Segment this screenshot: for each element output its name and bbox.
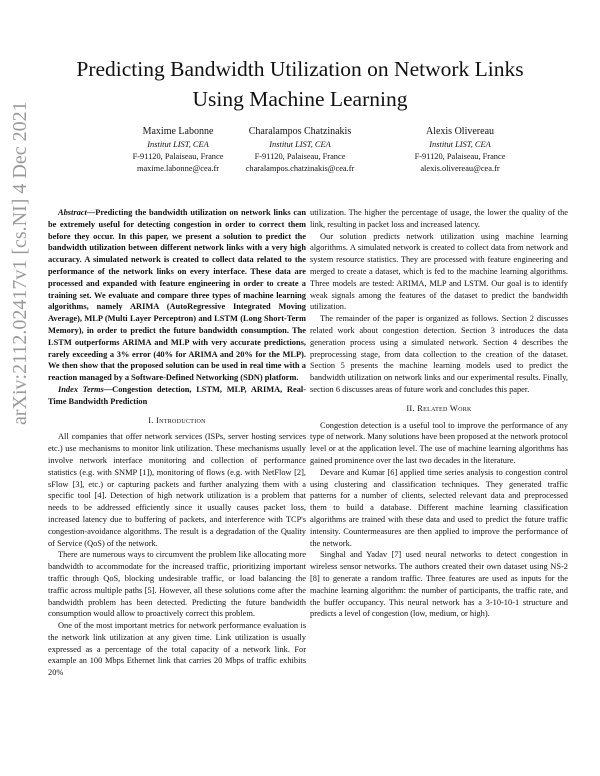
abstract-label: Abstract: [58, 208, 87, 217]
paragraph: Devare and Kumar [6] applied time series analysis to congestion control using clustering and classification techniques. They generated traffic patterns for a number of clients, selected relevant data and preprocessed them to build a database. Different machine learning classification algorithms are trained with these data and used to predict the future traffic intensity. Countermeasures are then applied to improve the performance of the network.: [310, 467, 568, 548]
author-block: [118, 124, 238, 175]
author-email: charalampos.chatzinakis@cea.fr: [245, 164, 355, 173]
index-terms-text: —Congestion detection, LSTM, MLP, ARIMA, Real-Time Bandwidth Prediction: [48, 384, 306, 406]
paragraph: Congestion detection is a useful tool to improve the performance of any type of network. Many solutions have been proposed at the network protocol level or at the application level. The use of machine learning algorithms has gained prominence over the last two decades in the literature.: [310, 420, 568, 465]
paragraph: There are numerous ways to circumvent the problem like allocating more bandwidth to accommodate for the increased traffic, prioritizing important traffic through QoS, blocking undesirable traffic, or load balancing the traffic across multiple paths [5]. However, all these solutions come after the bandwidth problem has been detected. Predicting the future bandwidth consumption would allow to proactively correct this problem.: [48, 550, 306, 619]
author-affiliation: Institut LIST, CEA: [147, 140, 209, 149]
section-heading-related-work: II. Related Work: [406, 403, 472, 413]
author-name: Maxime Labonne: [142, 126, 214, 137]
arxiv-identifier: arXiv:2112.02417v1 [cs.NI] 4 Dec 2021: [9, 101, 31, 425]
paragraph: Singhal and Yadav [7] used neural networks to detect congestion in wireless sensor networks. The authors created their own dataset using NS-2 [8] to generate a random traffic. Three features are used as inputs for the machine learning algorithm: the number of participants, the traffic rate, and the buffer occupancy. This neural network has a 3-10-10-1 structure and predicts a level of congestion (low, medium, or high).: [310, 550, 568, 619]
paragraph: utilization. The higher the percentage of usage, the lower the quality of the link, resulting in packet loss and increased latency.: [310, 208, 568, 229]
author-address: F-91120, Palaiseau, France: [414, 152, 506, 161]
author-email: maxime.labonne@cea.fr: [136, 164, 220, 173]
paragraph: Our solution predicts network utilization using machine learning algorithms. A simulated network is created to collect data from network and system resource statistics. They are processed with feature engineering and merged to create a dataset, which is fed to the machine learning algorithms. Three models are tested: ARIMA, MLP and LSTM. Our goal is to identify weak signals among the features of the dataset to predict the bandwidth utilization.: [310, 231, 568, 312]
left-column: [48, 207, 306, 679]
index-terms: [48, 384, 306, 408]
right-column: [310, 207, 568, 620]
author-email: alexis.olivereau@cea.fr: [420, 164, 500, 173]
author-affiliation: Institut LIST, CEA: [269, 140, 331, 149]
author-name: Alexis Olivereau: [425, 126, 495, 137]
paragraph: All companies that offer network services (ISPs, server hosting services etc.) use mechanisms to monitor link utilization. These mechanisms usually involve network interface monitoring and collection of performance statistics (e.g. with SNMP [1]), monitoring of flows (e.g. with NetFlow [2], sFlow [3], etc.) or capturing packets and further analyzing them with a specific tool [4]. Detection of high network utilization is a problem that needs to be addressed efficiently since it usually causes packet loss, increased latency due to buffering of packets, and interference with TCP's congestion-avoidance algorithms. The result is a degradation of the Quality of Service (QoS) of the network.: [48, 432, 306, 548]
author-affiliation: Institut LIST, CEA: [429, 140, 491, 149]
paragraph: The remainder of the paper is organized as follows. Section 2 discusses related work about congestion detection. Section 3 introduces the data generation process using a simulated network. Section 4 describes the preprocessing stage, from data collection to the creation of the dataset. Section 5 presents the machine learning models used to predict the bandwidth utilization on network links and our experimental results. Finally, section 6 discusses areas of future work and concludes this paper.: [310, 314, 568, 394]
paper-title: Predicting Bandwidth Utilization on Network Links Using Machine Learning: [76, 57, 524, 111]
paragraph: One of the most important metrics for network performance evaluation is the network link utilization at any given time. Link utilization is usually expressed as a percentage of the total capacity of a network link. For example an 100 Mbps Ethernet link that carries 20 Mbps of traffic exhibits 20%: [48, 621, 306, 678]
author-block: [232, 124, 368, 175]
author-block: [400, 124, 520, 175]
author-name: Charalampos Chatzinakis: [248, 126, 352, 137]
author-address: F-91120, Palaiseau, France: [254, 152, 346, 161]
abstract: [48, 207, 306, 384]
author-address: F-91120, Palaiseau, France: [132, 152, 224, 161]
abstract-text: —Predicting the bandwidth utilization on network links can be extremely useful for detecting congestion in order to correct them before they occur. In this paper, we present a solution to predict the bandwidth utilization between different network links with a very high accuracy. A simulated network is created to collect data related to the performance of the network links on every interface. These data are processed and expanded with feature engineering in order to create a training set. We evaluate and compare three types of machine learning algorithms, namely ARIMA (AutoRegressive Integrated Moving Average), MLP (Multi Layer Perceptron) and LSTM (Long Short-Term Memory), in order to predict the future bandwidth consumption. The LSTM outperforms ARIMA and MLP with very accurate predictions, rarely exceeding a 3% error (40% for ARIMA and 20% for the MLP). We then show that the proposed solution can be used in real time with a reaction managed by a Software-Defined Networking (SDN) platform.: [48, 208, 306, 383]
section-heading-introduction: I. Introduction: [148, 415, 206, 425]
index-terms-label: Index Terms: [58, 384, 104, 394]
